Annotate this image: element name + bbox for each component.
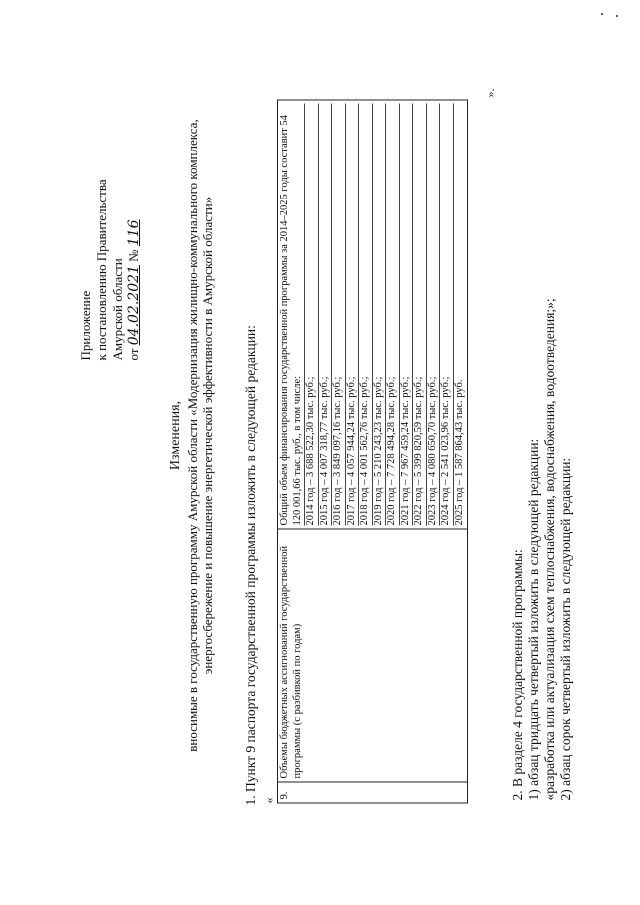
paragraph-1: 1. Пункт 9 паспорта государственной программы изложить в следующей редакции: <box>243 324 258 805</box>
year-line: 2016 год – 3 849 097,16 тыс. руб.; <box>332 103 346 525</box>
section-2 <box>510 298 574 800</box>
year-line: 2014 год – 3 688 522,30 тыс. руб.; <box>305 103 319 525</box>
opening-quote: « <box>262 797 276 803</box>
appendix-region: Амурской области <box>110 257 125 360</box>
title-line-2: энергосбережение и повышение энергетической эффективности в Амурской области» <box>200 196 215 674</box>
appendix-date-line <box>126 150 142 360</box>
closing-quote: ». <box>483 88 497 97</box>
funding-table <box>277 99 468 803</box>
section-2-line-3: «разработка или актуализация схем теплоснабжения, водоснабжения, водоотведения;»; <box>542 297 557 800</box>
year-line: 2025 год – 1 587 864,43 тыс. руб. <box>453 379 465 525</box>
section-2-line-2: 1) абзац тридцать четвертый изложить в следующей редакции: <box>526 438 541 800</box>
appendix-block <box>78 150 142 360</box>
section-2-line-4: 2) абзац сорок четвертый изложить в следующей редакции: <box>558 457 573 800</box>
funding-intro: Общий объем финансирования государственной программы за 2014–2025 годы составит 54 120 001,66 тыс. руб., в том числе: <box>279 103 305 525</box>
title-line-1: вносимые в государственную программу Амурской области «Модернизация жилищно-коммунального комплекса, <box>185 118 200 752</box>
row-number: 9. <box>278 782 468 803</box>
year-line: 2021 год – 7 967 459,24 тыс. руб.; <box>400 103 414 525</box>
year-line: 2023 год – 4 080 650,70 тыс. руб.; <box>427 103 441 525</box>
appendix-title: Приложение <box>78 290 93 360</box>
year-line: 2020 год – 7 728 494,28 тыс. руб.; <box>386 103 400 525</box>
year-line: 2024 год – 2 541 023,96 тыс. руб.; <box>440 103 454 525</box>
year-line: 2018 год – 4 001 562,76 тыс. руб.; <box>359 103 373 525</box>
document-title <box>168 85 215 785</box>
table-row <box>278 100 468 803</box>
year-line: 2017 год – 4 057 944,24 тыс. руб.; <box>346 103 360 525</box>
date-prefix: от <box>126 347 141 360</box>
year-line: 2015 год – 4 007 318,77 тыс. руб.; <box>319 103 333 525</box>
title-heading: Изменения, <box>168 400 183 470</box>
row-label: Объемы бюджетных ассигнований государственной программы (с разбивкой по годам) <box>278 529 468 782</box>
section-2-line-1: 2. В разделе 4 государственной программы: <box>510 548 525 800</box>
row-value-cell <box>278 100 468 529</box>
handwritten-number: 116 <box>126 218 142 246</box>
number-prefix: № <box>126 248 141 262</box>
handwritten-date: 04.02.2021 <box>126 264 142 345</box>
appendix-resolution: к постановлению Правительства <box>94 178 109 360</box>
year-line: 2019 год – 5 210 243,23 тыс. руб.; <box>373 103 387 525</box>
year-line: 2022 год – 5 399 820,59 тыс. руб.; <box>413 103 427 525</box>
